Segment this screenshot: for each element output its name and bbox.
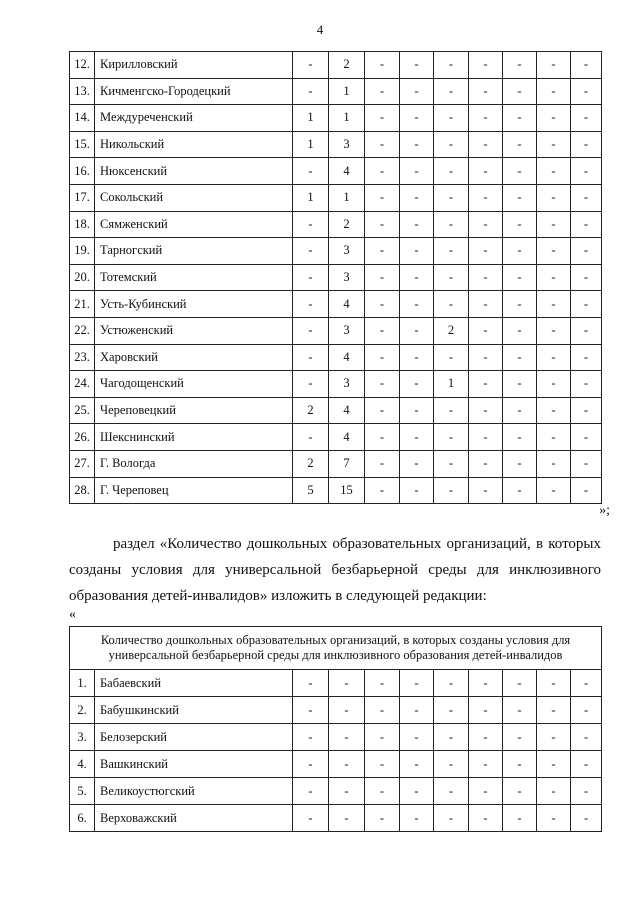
value-cell: - [469,291,503,318]
value-cell: - [293,264,329,291]
value-cell: - [434,105,469,132]
value-cell: - [469,778,503,805]
district-name: Вашкинский [95,751,293,778]
value-cell: - [503,238,537,265]
value-cell: - [434,52,469,79]
value-cell: - [537,751,571,778]
value-cell: - [400,371,434,398]
district-name: Бабушкинский [95,697,293,724]
value-cell: - [503,211,537,238]
table-row [70,344,602,371]
value-cell: - [400,317,434,344]
value-cell: - [537,697,571,724]
row-number: 17. [70,184,95,211]
value-cell: - [469,424,503,451]
value-cell: - [503,670,537,697]
value-cell: - [469,371,503,398]
value-cell: - [365,238,400,265]
table-row [70,778,602,805]
value-cell: - [469,52,503,79]
value-cell: - [537,52,571,79]
value-cell: - [400,184,434,211]
row-number: 5. [70,778,95,805]
value-cell: - [434,450,469,477]
value-cell: - [537,184,571,211]
value-cell: 1 [293,105,329,132]
value-cell: - [571,291,602,318]
row-number: 1. [70,670,95,697]
value-cell: - [537,158,571,185]
row-number: 3. [70,724,95,751]
value-cell: - [469,131,503,158]
value-cell: - [537,238,571,265]
row-number: 27. [70,450,95,477]
table-row [70,264,602,291]
value-cell: - [571,158,602,185]
value-cell: - [434,291,469,318]
value-cell: - [469,184,503,211]
row-number: 16. [70,158,95,185]
value-cell: - [400,670,434,697]
value-cell: - [469,344,503,371]
value-cell: - [537,371,571,398]
value-cell: - [537,78,571,105]
row-number: 23. [70,344,95,371]
value-cell: - [293,697,329,724]
value-cell: - [400,105,434,132]
value-cell: 1 [329,105,365,132]
district-name: Нюксенский [95,158,293,185]
value-cell: - [329,751,365,778]
value-cell: - [469,397,503,424]
row-number: 28. [70,477,95,504]
value-cell: - [503,317,537,344]
value-cell: 15 [329,477,365,504]
accessible-preschools-table [69,626,602,832]
value-cell: - [434,778,469,805]
value-cell: - [400,291,434,318]
row-number: 6. [70,805,95,832]
table-row [70,158,602,185]
value-cell: - [365,158,400,185]
value-cell: - [469,78,503,105]
value-cell: - [537,450,571,477]
value-cell: - [503,78,537,105]
value-cell: - [365,52,400,79]
value-cell: - [503,344,537,371]
value-cell: - [537,477,571,504]
value-cell: - [469,477,503,504]
table-row [70,131,602,158]
value-cell: - [400,131,434,158]
row-number: 20. [70,264,95,291]
district-name: Чагодощенский [95,371,293,398]
table-row [70,450,602,477]
value-cell: - [571,105,602,132]
value-cell: - [400,211,434,238]
value-cell: - [537,317,571,344]
value-cell: - [537,670,571,697]
row-number: 26. [70,424,95,451]
value-cell: - [469,317,503,344]
value-cell: - [365,724,400,751]
value-cell: - [537,264,571,291]
value-cell: - [365,751,400,778]
value-cell: - [293,52,329,79]
value-cell: - [503,264,537,291]
value-cell: - [571,184,602,211]
value-cell: - [365,317,400,344]
table-row [70,670,602,697]
value-cell: - [503,291,537,318]
value-cell: - [503,371,537,398]
table-row [70,371,602,398]
table-row [70,317,602,344]
row-number: 22. [70,317,95,344]
value-cell: - [293,724,329,751]
closing-quote: »; [599,503,610,518]
table-row [70,52,602,79]
value-cell: 1 [329,184,365,211]
value-cell: - [503,751,537,778]
value-cell: - [365,184,400,211]
table-row [70,477,602,504]
value-cell: - [571,724,602,751]
value-cell: - [571,238,602,265]
value-cell: 4 [329,344,365,371]
row-number: 15. [70,131,95,158]
value-cell: - [571,805,602,832]
value-cell: - [571,778,602,805]
district-name: Белозерский [95,724,293,751]
value-cell: - [293,670,329,697]
district-name: Верховажский [95,805,293,832]
value-cell: - [365,264,400,291]
table-row [70,291,602,318]
value-cell: 1 [293,131,329,158]
table-row [70,724,602,751]
district-name: Устюженский [95,317,293,344]
value-cell: - [400,344,434,371]
value-cell: - [571,751,602,778]
district-name: Никольский [95,131,293,158]
value-cell: - [293,78,329,105]
value-cell: 3 [329,238,365,265]
value-cell: - [365,397,400,424]
value-cell: - [434,805,469,832]
row-number: 21. [70,291,95,318]
value-cell: - [571,52,602,79]
value-cell: 2 [293,397,329,424]
value-cell: 3 [329,264,365,291]
value-cell: - [400,78,434,105]
value-cell: - [329,670,365,697]
district-name: Сокольский [95,184,293,211]
value-cell: - [400,424,434,451]
value-cell: - [503,397,537,424]
table-row [70,184,602,211]
amendment-paragraph [69,531,601,609]
value-cell: - [571,450,602,477]
value-cell: - [571,131,602,158]
value-cell: - [434,424,469,451]
value-cell: - [571,371,602,398]
value-cell: - [503,131,537,158]
value-cell: - [293,238,329,265]
value-cell: - [537,778,571,805]
value-cell: - [293,317,329,344]
value-cell: - [503,450,537,477]
value-cell: 1 [329,78,365,105]
table-row [70,424,602,451]
value-cell: - [365,450,400,477]
value-cell: - [503,477,537,504]
value-cell: - [329,805,365,832]
value-cell: - [434,158,469,185]
value-cell: - [400,697,434,724]
value-cell: - [469,697,503,724]
row-number: 14. [70,105,95,132]
value-cell: - [571,317,602,344]
value-cell: - [293,778,329,805]
value-cell: - [571,211,602,238]
opening-quote: « [69,607,76,622]
value-cell: - [400,238,434,265]
table-row [70,697,602,724]
value-cell: - [400,397,434,424]
district-name: Бабаевский [95,670,293,697]
row-number: 12. [70,52,95,79]
value-cell: - [503,184,537,211]
row-number: 24. [70,371,95,398]
value-cell: - [571,670,602,697]
value-cell: - [469,264,503,291]
district-name: Междуреченский [95,105,293,132]
value-cell: - [469,724,503,751]
value-cell: - [537,131,571,158]
table-row [70,751,602,778]
table-header: Количество дошкольных образовательных организаций, в которых созданы условия для универсальной безбарьерной среды для инклюзивного образования детей-инвалидов [70,627,602,670]
value-cell: 2 [293,450,329,477]
value-cell: - [365,778,400,805]
row-number: 13. [70,78,95,105]
value-cell: - [469,450,503,477]
value-cell: - [537,105,571,132]
value-cell: - [571,344,602,371]
table-row [70,238,602,265]
row-number: 18. [70,211,95,238]
value-cell: 4 [329,291,365,318]
district-name: Череповецкий [95,397,293,424]
value-cell: 7 [329,450,365,477]
row-number: 2. [70,697,95,724]
value-cell: 1 [434,371,469,398]
value-cell: - [537,211,571,238]
value-cell: - [400,450,434,477]
value-cell: - [365,424,400,451]
value-cell: - [293,158,329,185]
value-cell: - [293,211,329,238]
value-cell: - [434,751,469,778]
value-cell: - [293,751,329,778]
value-cell: - [365,105,400,132]
value-cell: - [469,670,503,697]
value-cell: - [434,477,469,504]
value-cell: - [434,184,469,211]
value-cell: - [434,670,469,697]
value-cell: - [434,344,469,371]
value-cell: 2 [329,52,365,79]
value-cell: - [434,238,469,265]
district-name: Г. Череповец [95,477,293,504]
value-cell: - [503,778,537,805]
table-row [70,805,602,832]
value-cell: - [365,477,400,504]
value-cell: 2 [434,317,469,344]
value-cell: - [503,805,537,832]
value-cell: 1 [293,184,329,211]
value-cell: - [365,211,400,238]
value-cell: - [503,105,537,132]
value-cell: - [503,724,537,751]
value-cell: - [400,805,434,832]
value-cell: - [469,158,503,185]
table-row [70,211,602,238]
value-cell: - [503,158,537,185]
value-cell: - [293,344,329,371]
value-cell: - [434,397,469,424]
value-cell: - [400,778,434,805]
value-cell: - [571,78,602,105]
value-cell: - [537,805,571,832]
value-cell: - [537,291,571,318]
value-cell: - [537,424,571,451]
table-header-row [70,627,602,670]
value-cell: 4 [329,424,365,451]
row-number: 4. [70,751,95,778]
value-cell: - [400,724,434,751]
value-cell: - [469,211,503,238]
value-cell: - [503,52,537,79]
value-cell: - [329,778,365,805]
value-cell: - [503,697,537,724]
district-name: Харовский [95,344,293,371]
value-cell: - [365,697,400,724]
value-cell: - [571,424,602,451]
value-cell: - [400,264,434,291]
value-cell: - [293,424,329,451]
districts-table-continued [69,51,602,504]
district-name: Шекснинский [95,424,293,451]
value-cell: - [469,105,503,132]
district-name: Г. Вологда [95,450,293,477]
value-cell: - [434,697,469,724]
district-name: Тарногский [95,238,293,265]
value-cell: - [537,344,571,371]
value-cell: - [293,371,329,398]
value-cell: - [434,131,469,158]
paragraph-text: раздел «Количество дошкольных образовательных организаций, в которых созданы условия для универсальной безбарьерной среды для инклюзивного образования детей-инвалидов» изложить в следующей редакции: [69,536,601,604]
value-cell: - [365,344,400,371]
value-cell: - [469,238,503,265]
district-name: Кичменгско-Городецкий [95,78,293,105]
value-cell: - [400,477,434,504]
value-cell: - [329,697,365,724]
value-cell: - [571,697,602,724]
value-cell: - [469,751,503,778]
district-name: Тотемский [95,264,293,291]
district-name: Усть-Кубинский [95,291,293,318]
value-cell: 4 [329,158,365,185]
value-cell: - [293,291,329,318]
district-name: Кирилловский [95,52,293,79]
value-cell: 4 [329,397,365,424]
value-cell: 3 [329,131,365,158]
district-name: Великоустюгский [95,778,293,805]
value-cell: - [365,291,400,318]
value-cell: - [503,424,537,451]
page-number: 4 [316,22,324,37]
row-number: 19. [70,238,95,265]
value-cell: 3 [329,371,365,398]
row-number: 25. [70,397,95,424]
value-cell: - [571,477,602,504]
value-cell: - [400,158,434,185]
table-row [70,78,602,105]
value-cell: - [434,211,469,238]
value-cell: 2 [329,211,365,238]
value-cell: - [434,264,469,291]
value-cell: - [571,264,602,291]
value-cell: - [400,52,434,79]
value-cell: - [400,751,434,778]
value-cell: - [365,805,400,832]
value-cell: - [537,724,571,751]
value-cell: - [434,724,469,751]
value-cell: - [365,371,400,398]
table-row [70,397,602,424]
value-cell: 5 [293,477,329,504]
table-row [70,105,602,132]
district-name: Сямженский [95,211,293,238]
value-cell: - [293,805,329,832]
value-cell: - [329,724,365,751]
value-cell: - [537,397,571,424]
value-cell: - [434,78,469,105]
value-cell: - [365,131,400,158]
value-cell: - [469,805,503,832]
value-cell: - [365,670,400,697]
value-cell: - [365,78,400,105]
value-cell: - [571,397,602,424]
value-cell: 3 [329,317,365,344]
